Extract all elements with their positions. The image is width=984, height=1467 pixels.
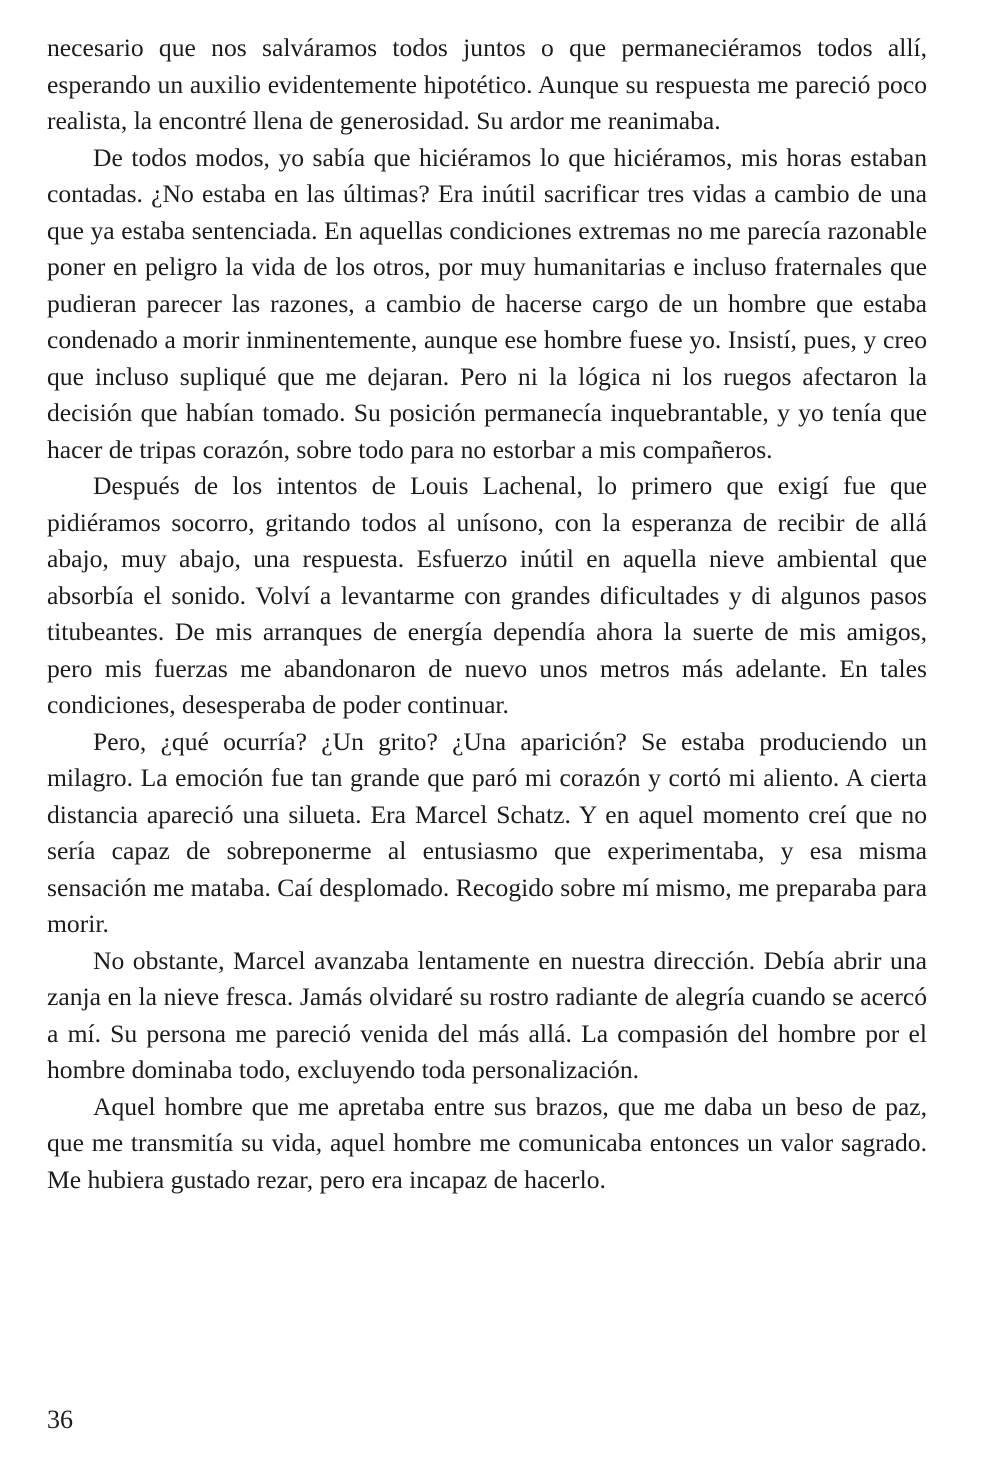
paragraph-6: Aquel hombre que me apretaba entre sus brazos, que me daba un beso de paz, que me transmitía su vida, aquel hombre me comunicaba entonces un valor sagrado. Me hubiera gustado rezar, pero era incapaz de hacerlo.	[47, 1091, 927, 1194]
page-number: 36	[47, 1405, 73, 1434]
paragraph-5: No obstante, Marcel avanzaba lentamente en nuestra dirección. Debía abrir una zanja en la nieve fresca. Jamás olvidaré su rostro radiante de alegría cuando se acercó a mí. Su persona me pareció venida del más allá. La compasión del hombre por el hombre dominaba todo, excluyendo toda personalización.	[47, 945, 927, 1084]
page-body	[47, 30, 927, 1198]
paragraph-4: Pero, ¿qué ocurría? ¿Un grito? ¿Una aparición? Se estaba produciendo un milagro. La emoción fue tan grande que paró mi corazón y cortó mi aliento. A cierta distancia apareció una silueta. Era Marcel Schatz. Y en aquel momento creí que no sería capaz de sobreponerme al entusiasmo que experimentaba, y esa misma sensación me mataba. Caí desplomado. Recogido sobre mí mismo, me preparaba para morir.	[47, 726, 927, 938]
paragraph-3: Después de los intentos de Louis Lachenal, lo primero que exigí fue que pidiéramos socorro, gritando todos al unísono, con la esperanza de recibir de allá abajo, muy abajo, una respuesta. Esfuerzo inútil en aquella nieve ambiental que absorbía el sonido. Volví a levantarme con grandes dificultades y di algunos pasos titubeantes. De mis arranques de energía dependía ahora la suerte de mis amigos, pero mis fuerzas me abandonaron de nuevo unos metros más adelante. En tales condiciones, desesperaba de poder continuar.	[47, 471, 927, 719]
paragraph-2: De todos modos, yo sabía que hiciéramos lo que hiciéramos, mis horas estaban contadas. ¿No estaba en las últimas? Era inútil sacrificar tres vidas a cambio de una que ya estaba sentenciada. En aquellas condiciones extremas no me parecía razonable poner en peligro la vida de los otros, por muy humanitarias e incluso fraternales que pudieran parecer las razones, a cambio de hacerse cargo de un hombre que estaba condenado a morir inminentemente, aunque ese hombre fuese yo. Insistí, pues, y creo que incluso supliqué que me dejaran. Pero ni la lógica ni los ruegos afectaron la decisión que habían tomado. Su posición permanecía inquebrantable, y yo tenía que hacer de tripas corazón, sobre todo para no estorbar a mis compañeros.	[47, 142, 927, 464]
paragraph-1: necesario que nos salváramos todos juntos o que permaneciéramos todos allí, esperando un auxilio evidentemente hipotético. Aunque su respuesta me pareció poco realista, la encontré llena de generosidad. Su ardor me reanimaba.	[47, 33, 927, 135]
